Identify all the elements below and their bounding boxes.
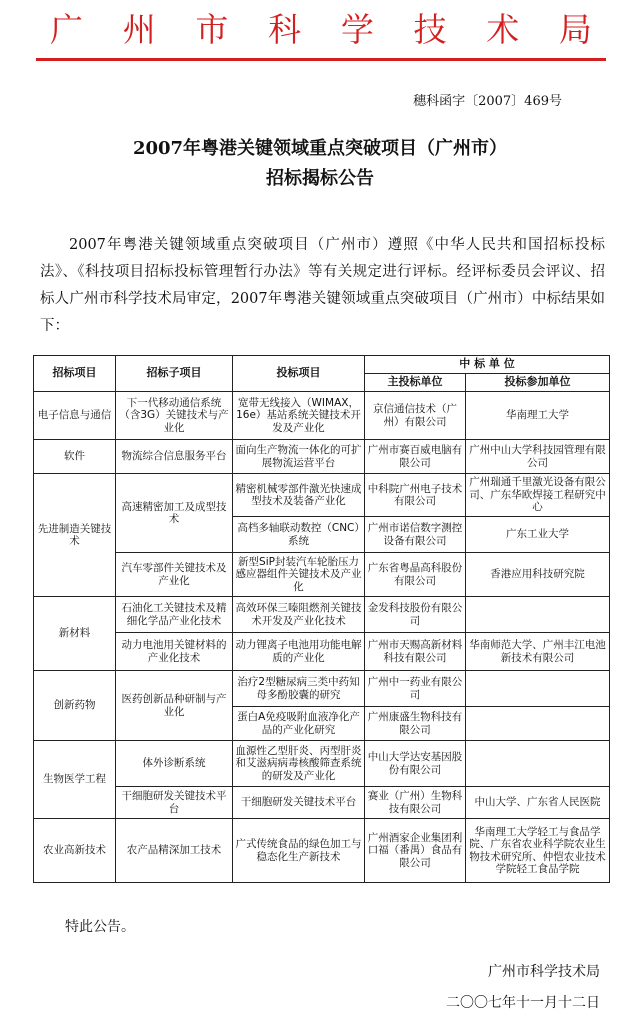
cell-lead: 广州市天赐高新材料科技有限公司 <box>365 633 466 671</box>
header-lead-bidder: 主投标单位 <box>365 374 466 392</box>
cell-bid-project: 精密机械零部件激光快速成型技术及装备产业化 <box>233 474 365 517</box>
cell-participant: 华南师范大学、广州丰江电池新技术有限公司 <box>466 633 610 671</box>
letterhead-rule <box>36 58 606 61</box>
cell-bid-project: 面向生产物流一体化的可扩展物流运营平台 <box>233 440 365 474</box>
cell-bid-project: 新型SiP封装汽车轮胎压力感应器组件关键技术及产业化 <box>233 553 365 597</box>
cell-bid-project: 动力锂离子电池用功能电解质的产业化 <box>233 633 365 671</box>
cell-participant <box>466 597 610 633</box>
letterhead-char: 科 <box>268 10 302 49</box>
cell-lead: 金发科技股份有限公司 <box>365 597 466 633</box>
header-bid-project: 投标项目 <box>233 356 365 392</box>
cell-project: 农业高新技术 <box>34 819 116 883</box>
cell-sub-project: 石油化工关键技术及精细化学品产业化技术 <box>116 597 233 633</box>
cell-bid-project: 高档多轴联动数控（CNC）系统 <box>233 517 365 553</box>
cell-bid-project: 宽带无线接入（WIMAX，16e）基站系统关键技术开发及产业化 <box>233 392 365 440</box>
letterhead-char: 局 <box>558 10 592 49</box>
closing-text: 特此公告。 <box>65 919 135 935</box>
cell-sub-project: 医药创新品种研制与产业化 <box>116 671 233 741</box>
cell-participant: 中山大学、广东省人民医院 <box>466 787 610 819</box>
header-winner-group: 中 标 单 位 <box>365 356 610 374</box>
cell-participant <box>466 741 610 787</box>
cell-sub-project: 农产品精深加工技术 <box>116 819 233 883</box>
cell-lead: 广州市赛百威电脑有限公司 <box>365 440 466 474</box>
table-row <box>34 597 610 633</box>
cell-sub-project: 高速精密加工及成型技术 <box>116 474 233 553</box>
cell-bid-project: 高效环保三嗪阻燃剂关键技术开发及产业化技术 <box>233 597 365 633</box>
cell-sub-project: 汽车零部件关键技术及产业化 <box>116 553 233 597</box>
letterhead-char: 广 <box>50 10 83 49</box>
cell-project: 软件 <box>34 440 116 474</box>
document-title-line1: 2007年粤港关键领域重点突破项目（广州市） <box>132 138 508 159</box>
cell-participant: 广州瑞通千里激光设备有限公司、广东华欧焊接工程研究中心 <box>466 474 610 517</box>
letterhead-char: 术 <box>486 10 520 49</box>
letterhead-char: 技 <box>413 10 447 49</box>
table-row <box>34 671 610 707</box>
cell-participant: 香港应用科技研究院 <box>466 553 610 597</box>
cell-lead: 赛业（广州）生物科技有限公司 <box>365 787 466 819</box>
cell-bid-project: 广式传统食品的绿色加工与稳态化生产新技术 <box>233 819 365 883</box>
table-row <box>34 474 610 517</box>
cell-participant: 广州中山大学科技园管理有限公司 <box>466 440 610 474</box>
body-paragraph <box>40 232 605 340</box>
cell-lead: 广州中一药业有限公司 <box>365 671 466 707</box>
header-project: 招标项目 <box>34 356 116 392</box>
cell-participant: 华南理工大学 <box>466 392 610 440</box>
cell-participant <box>466 671 610 707</box>
document-title-line2: 招标揭标公告 <box>266 168 374 189</box>
cell-lead: 广州康盛生物科技有限公司 <box>365 707 466 741</box>
bid-results-table <box>33 355 610 883</box>
document-number: 穗科函字〔2007〕469号 <box>413 94 562 109</box>
signature-date: 二〇〇七年十一月十二日 <box>446 995 600 1011</box>
cell-sub-project: 干细胞研发关键技术平台 <box>116 787 233 819</box>
cell-lead: 中山大学达安基因股份有限公司 <box>365 741 466 787</box>
cell-lead: 京信通信技术（广州）有限公司 <box>365 392 466 440</box>
letterhead-char: 州 <box>122 10 156 49</box>
cell-lead: 广州酒家企业集团利口福（番禺）食品有限公司 <box>365 819 466 883</box>
cell-project: 生物医学工程 <box>34 741 116 819</box>
signature-organization: 广州市科学技术局 <box>488 964 600 980</box>
cell-bid-project: 干细胞研发关键技术平台 <box>233 787 365 819</box>
table-row <box>34 787 610 819</box>
cell-project: 电子信息与通信 <box>34 392 116 440</box>
table-row <box>34 633 610 671</box>
header-sub-project: 招标子项目 <box>116 356 233 392</box>
cell-sub-project: 下一代移动通信系统（含3G）关键技术与产业化 <box>116 392 233 440</box>
letterhead <box>36 8 606 58</box>
body-text: 2007年粤港关键领域重点突破项目（广州市）遵照《中华人民共和国招标投标法》、《科技项目招标投标管理暂行办法》等有关规定进行评标。经评标委员会评议、招标人广州市科学技术局审定，2007年粤港关键领域重点突破项目（广州市）中标结果如下： <box>40 237 605 334</box>
cell-bid-project: 血源性乙型肝炎、丙型肝炎和艾滋病病毒核酸筛查系统的研发及产业化 <box>233 741 365 787</box>
cell-lead: 中科院广州电子技术有限公司 <box>365 474 466 517</box>
cell-sub-project: 体外诊断系统 <box>116 741 233 787</box>
letterhead-title <box>36 8 606 52</box>
cell-sub-project: 物流综合信息服务平台 <box>116 440 233 474</box>
cell-participant: 广东工业大学 <box>466 517 610 553</box>
cell-participant <box>466 707 610 741</box>
cell-lead: 广东省粤晶高科股份有限公司 <box>365 553 466 597</box>
cell-bid-project: 治疗2型糖尿病三类中药知母多酚胶囊的研究 <box>233 671 365 707</box>
letterhead-char: 市 <box>195 10 229 49</box>
table-row <box>34 741 610 787</box>
cell-sub-project: 动力电池用关键材料的产业化技术 <box>116 633 233 671</box>
header-participant: 投标参加单位 <box>466 374 610 392</box>
table-row <box>34 440 610 474</box>
letterhead-char: 学 <box>340 10 374 49</box>
table-row <box>34 819 610 883</box>
cell-project: 先进制造关键技术 <box>34 474 116 597</box>
cell-project: 创新药物 <box>34 671 116 741</box>
cell-lead: 广州市诺信数字测控设备有限公司 <box>365 517 466 553</box>
table-row <box>34 392 610 440</box>
table-row <box>34 553 610 597</box>
cell-bid-project: 蛋白A免疫吸附血液净化产品的产业化研究 <box>233 707 365 741</box>
cell-participant: 华南理工大学轻工与食品学院、广东省农业科学院农业生物技术研究所、仲恺农业技术学院轻工食品学院 <box>466 819 610 883</box>
cell-project: 新材料 <box>34 597 116 671</box>
